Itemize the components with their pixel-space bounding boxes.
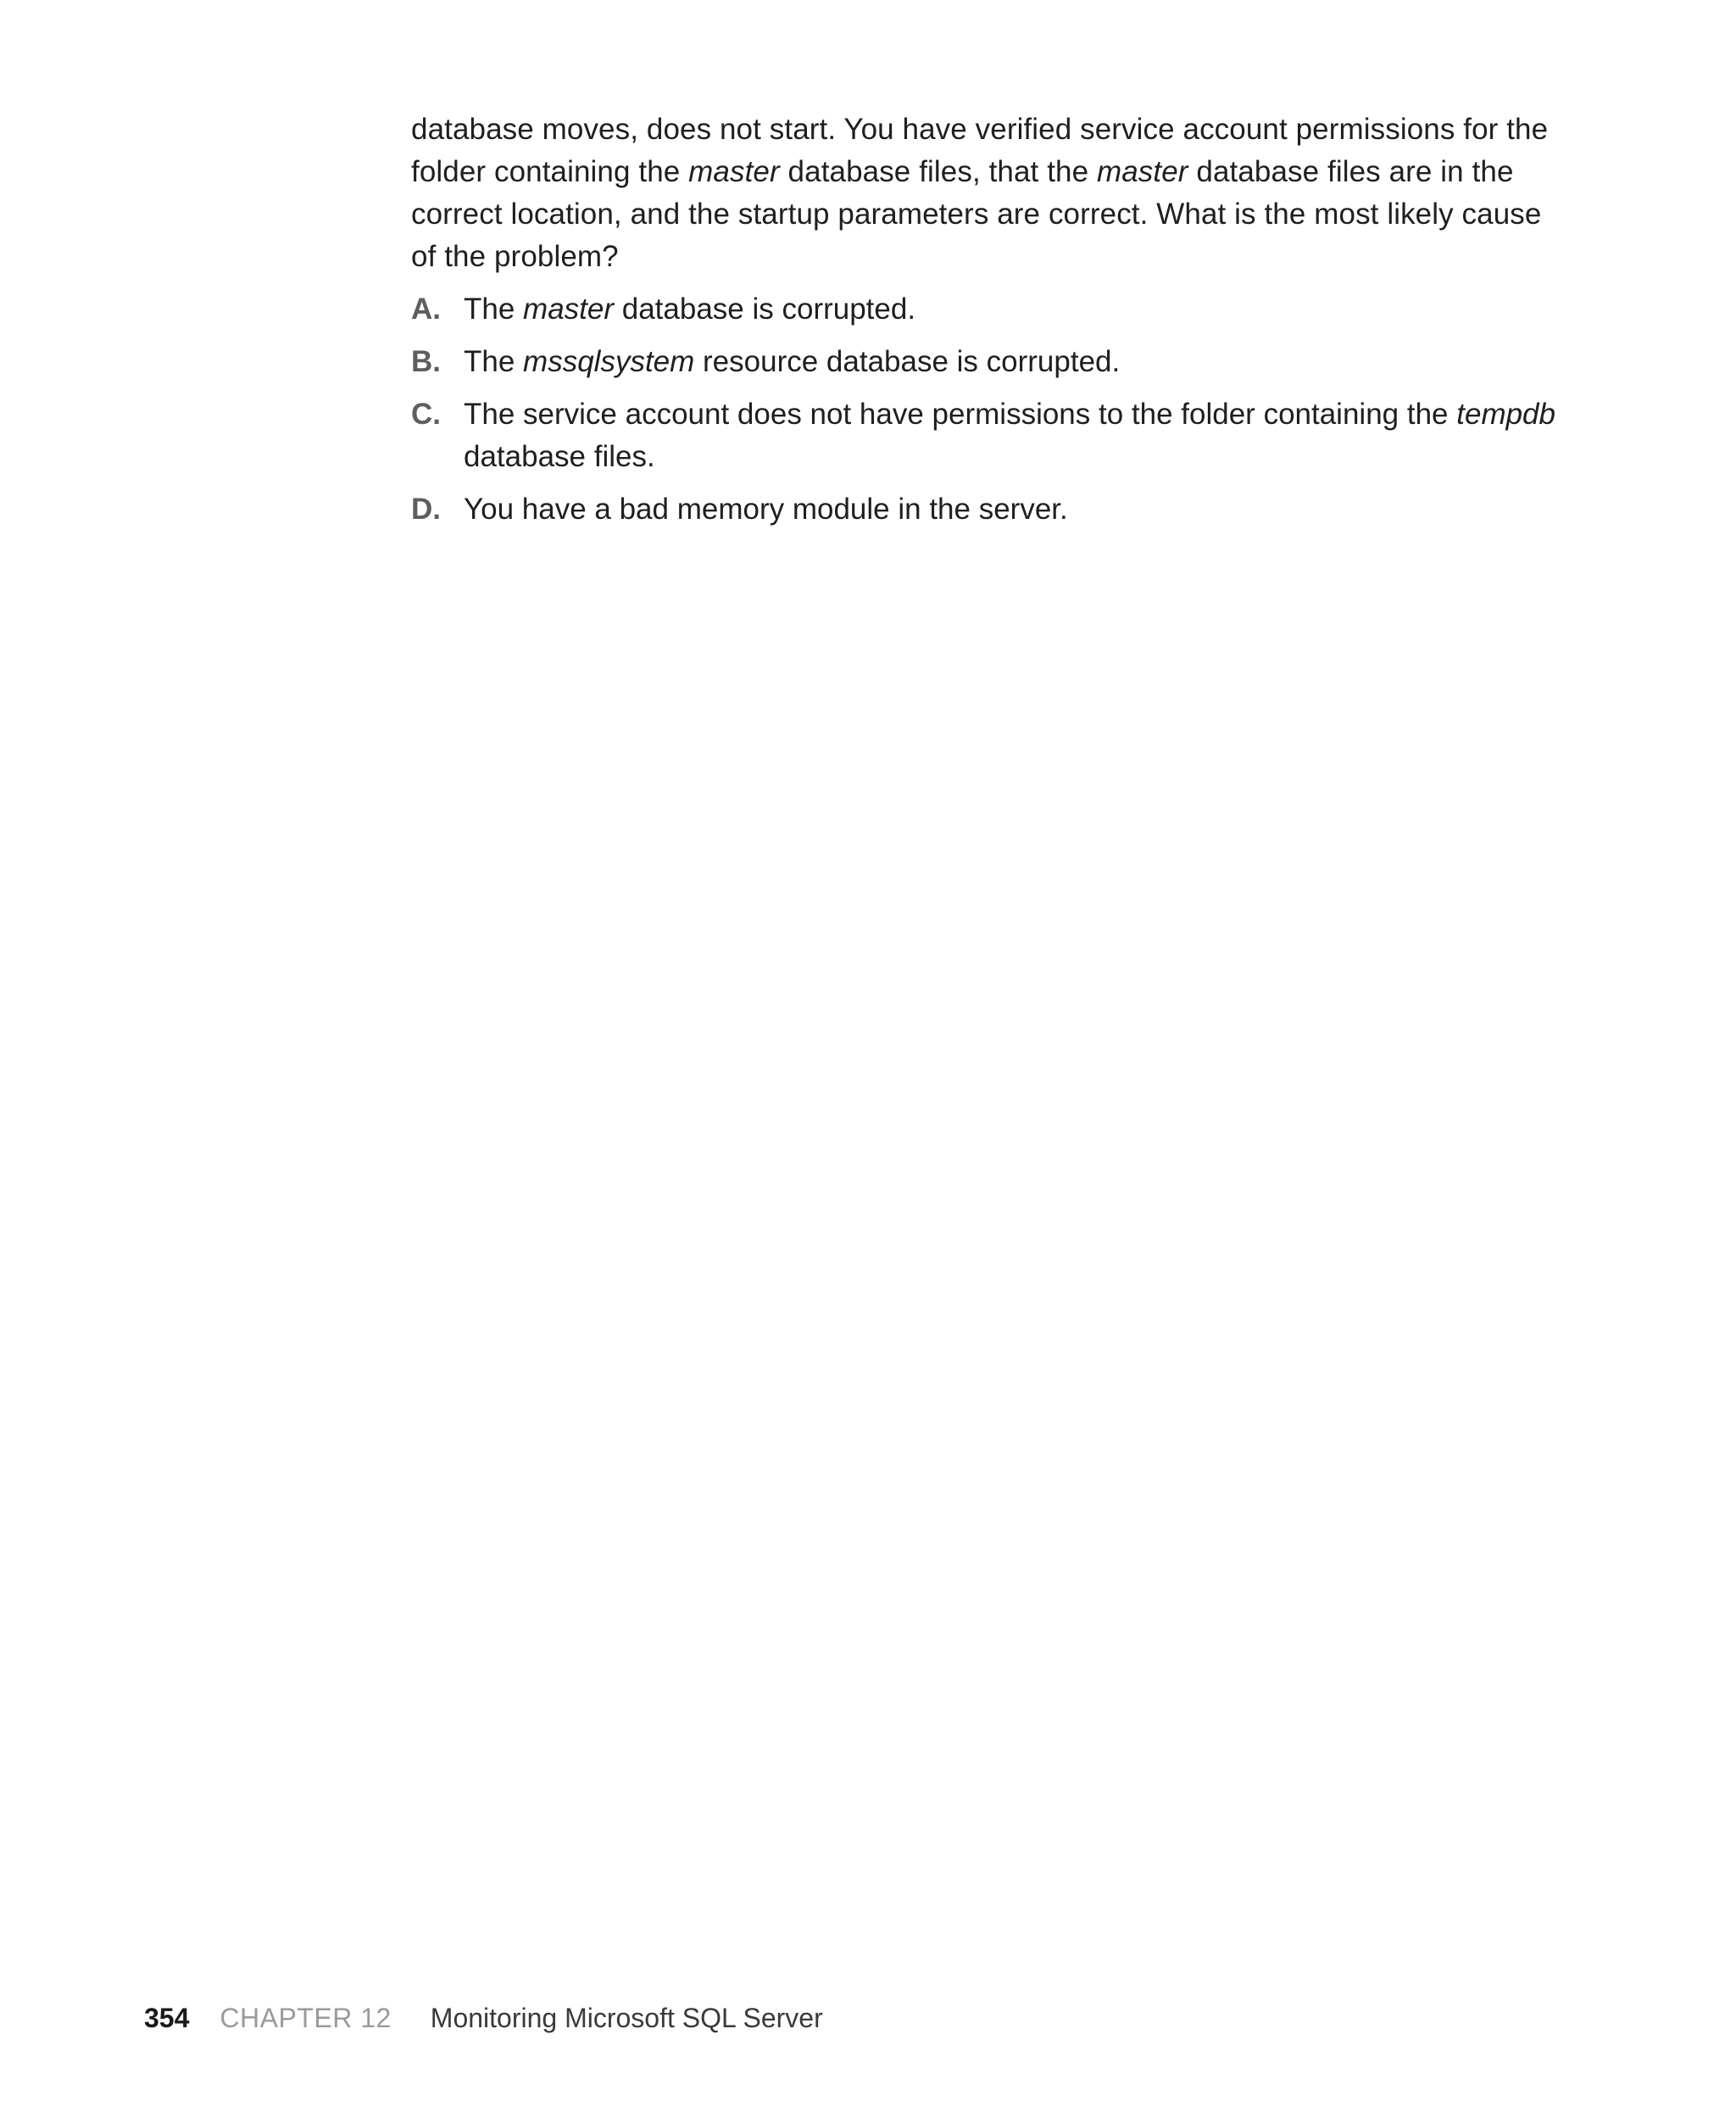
option-text-part: resource database is corrupted. bbox=[694, 345, 1121, 378]
option-text-emphasis: tempdb bbox=[1456, 398, 1555, 431]
option-text bbox=[464, 393, 1564, 478]
chapter-title: Monitoring Microsoft SQL Server bbox=[430, 2003, 823, 2033]
page-number: 354 bbox=[144, 2003, 190, 2033]
option-text bbox=[464, 341, 1564, 383]
question-stem-emphasis: master bbox=[688, 155, 780, 188]
option-letter: D. bbox=[411, 493, 441, 526]
option-text-emphasis: master bbox=[523, 293, 615, 326]
option-letter: A. bbox=[411, 293, 441, 326]
option-text-part: database files. bbox=[464, 440, 655, 473]
page-footer bbox=[144, 1999, 823, 2037]
option-text-part: The service account does not have permissions to the folder containing the bbox=[464, 398, 1457, 431]
option-text-part: You have a bad memory module in the server. bbox=[464, 493, 1068, 526]
answer-option-a bbox=[411, 288, 1564, 331]
option-text bbox=[464, 288, 1564, 331]
option-text-emphasis: mssqlsystem bbox=[523, 345, 695, 378]
question-stem-emphasis: master bbox=[1096, 155, 1188, 188]
question-stem-text: database moves, does not start. You have verified service account permissions for the folder containing the bbox=[411, 113, 1549, 188]
answer-option-d bbox=[411, 488, 1564, 531]
answer-option-b bbox=[411, 341, 1564, 383]
option-letter: B. bbox=[411, 345, 441, 378]
option-letter: C. bbox=[411, 398, 441, 431]
option-text-part: The bbox=[464, 345, 524, 378]
question-stem bbox=[411, 109, 1564, 278]
option-text bbox=[464, 488, 1564, 531]
option-text-part: database is corrupted. bbox=[614, 293, 916, 326]
answer-options bbox=[411, 288, 1564, 531]
answer-option-c bbox=[411, 393, 1564, 478]
question-stem-text: database files, that the bbox=[779, 155, 1097, 188]
question-stem-text: database files are in the correct location, and the startup parameters are correct. What is the most likely cause of the problem? bbox=[411, 155, 1542, 273]
option-text-part: The bbox=[464, 293, 524, 326]
review-question bbox=[411, 109, 1564, 541]
chapter-label: CHAPTER 12 bbox=[220, 2003, 392, 2033]
